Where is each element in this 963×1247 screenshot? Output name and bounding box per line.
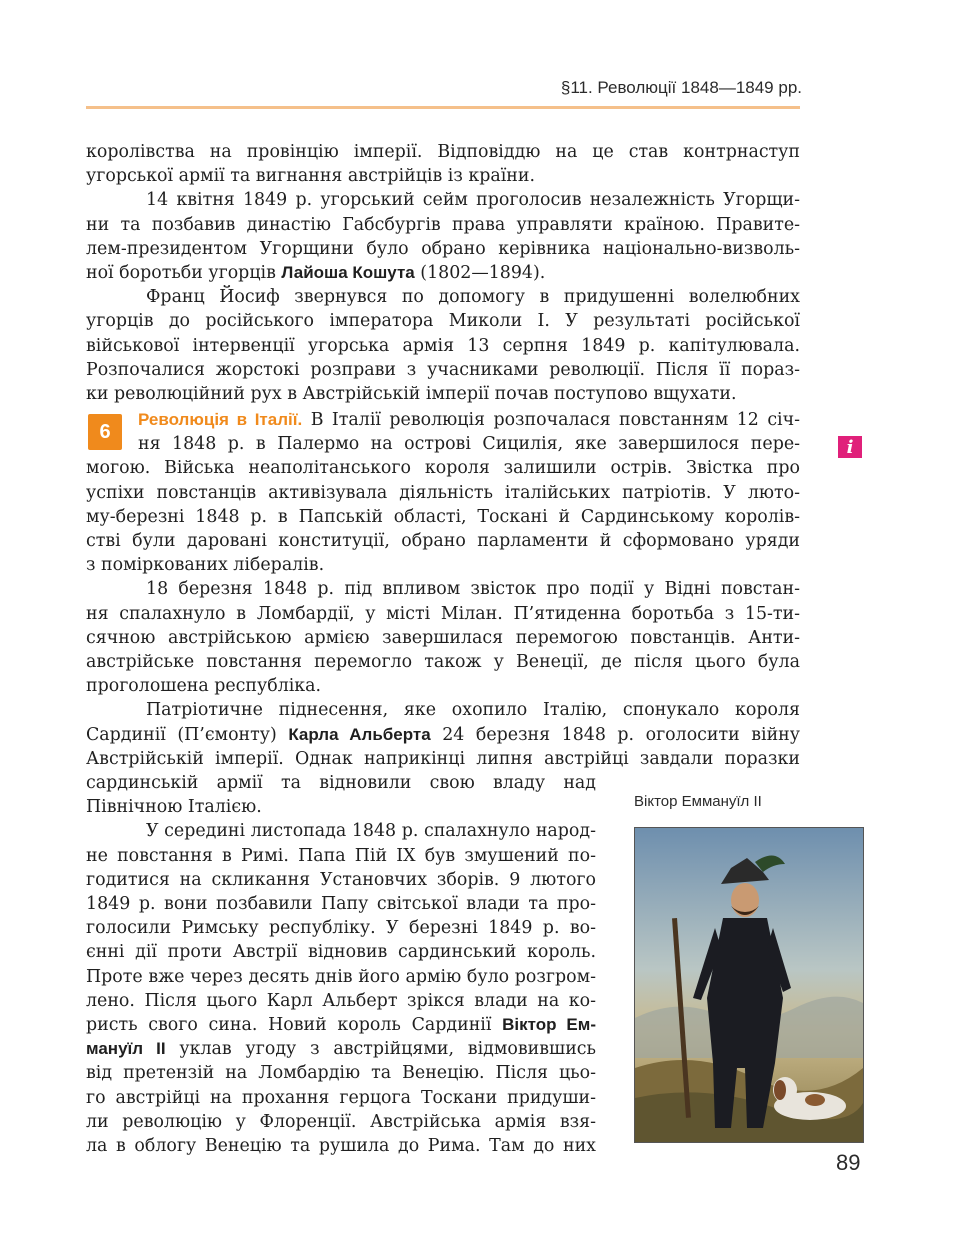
text-line: ки революційний рух в Австрійській імперії почав поступово вщухати. [86,384,737,405]
text-line: ла в облогу Венецію та рушила до Рима. Там до них [86,1136,596,1157]
text-line: угорської армії та вигнання австрійців із країни. [86,166,535,187]
text-line: з поміркованих лібералів. [86,555,325,576]
text-line: годитися на скликання Установчих зборів. 9 лютого [86,869,596,890]
text-line: ли революцію у Флоренції. Австрійська армія взя- [86,1111,596,1132]
text-line: королівства на провінцію імперії. Відповіддю на це став контрнаступ [86,142,800,162]
person-name-victor-emmanuel: Віктор Ем- [502,1015,596,1035]
text-line: не повстання в Римі. Папа Пій IX був змушений по- [86,845,596,866]
text-line: могою. Війська неаполітанського короля залишили острів. Звістка про [86,458,800,479]
text-line: лем-президентом Угорщини було обрано керівника національно-визволь- [86,238,800,259]
text-line: Розпочалися жорстокі розправи з учасниками революції. Після її пораз- [86,359,800,380]
text-line: У середині листопада 1848 р. спалахнуло народ- [146,821,596,842]
text-line: австрійське повстання перемогло також у Венеції, де після цього була [86,652,800,673]
text-line: го австрійці на прохання герцога Тоскани придуши- [86,1087,596,1108]
text-line: стві були даровані конституції, обрано парламенти й сформовано уряди [86,531,800,552]
text-line: військової інтервенції угорська армія 13 серпня 1849 р. капітулювала. [86,335,800,356]
text-line: му-березні 1848 р. в Папській області, Тоскані й Сардинському королів- [86,506,800,527]
text-line: успіхи повстанців активізувала діяльність італійських патріотів. У люто- [86,482,800,503]
text-line: Франц Йосиф звернувся по допомогу в придушенні волелюбних [146,287,800,308]
text-line: сардинській армії та відновили свою владу над [86,773,596,793]
person-name-kossuth: Лайоша Кошута [281,263,415,283]
text-line: 18 березня 1848 р. під впливом звісток про події у Відні повстан- [146,579,800,600]
text-line: ної боротьби угорців Лайоша Кошута (1802—1894). [86,263,546,284]
text-line: від претензій на Ломбардію та Венецію. Після цьо- [86,1063,596,1084]
section-number-badge: 6 [88,414,122,450]
person-name-carlo-alberto: Карла Альберта [288,724,431,744]
text-block-hungary [86,140,800,406]
figure-caption: Віктор Еммануїл II [634,793,762,810]
text-line: ня 1848 р. в Палермо на острові Сицилія, яке завершилося пере- [138,434,800,455]
text-line: Сардинії (П’ємонту) Карла Альберта 24 березня 1848 р. оголосити війну [86,724,801,745]
text-line: єнні дії проти Австрії відновив сардинський король. [86,942,596,963]
text-block-rome [86,771,596,1158]
text-line: сячною австрійською армією завершилася перемогою повстанців. Анти- [86,627,800,648]
portrait-image [634,827,864,1143]
text-line: угорців до російського імператора Миколи I. У результаті російської [86,311,800,332]
text-line: голосили Римську республіку. У березні 1849 р. во- [86,918,596,939]
text-line: Патріотичне піднесення, яке охопило Італію, спонукало короля [146,700,800,721]
text-line: ня спалахнуло в Ломбардії, у місті Мілан. П’ятиденна боротьба з 15-ти- [86,603,800,624]
text-line: ни та позбавив династію Габсбургів права управляти країною. Правите- [86,214,800,235]
text-line: Революція в Італії. В Італії революція розпочалася повстанням 12 січ- [138,410,800,430]
text-block-italy [86,408,800,771]
page-number: 89 [836,1150,861,1175]
text-line: лено. Після цього Карл Альберт зрікся влади на ко- [86,990,596,1011]
section-title: Революція в Італії. [138,410,303,429]
text-line: ристь свого сина. Новий король Сардинії Віктор Ем- [86,1015,596,1036]
info-icon: i [838,436,862,458]
text-line: Проте вже через десять днів його армію було розгром- [86,966,596,987]
text-line: проголошена республіка. [86,676,322,697]
text-line: мануїл II уклав угоду з австрійцями, відмовившись [86,1039,596,1060]
person-name-victor-emmanuel: мануїл II [86,1039,166,1059]
header-rule [86,106,800,109]
running-title: §11. Революції 1848—1849 рр. [560,78,802,97]
text-line: Північною Італією. [86,797,262,818]
text-line: 1849 р. вони позбавили Папу світської влади та про- [86,894,596,915]
text-line: 14 квітня 1849 р. угорський сейм проголосив незалежність Угорщи- [146,190,800,211]
text-line: Австрійській імперії. Однак наприкінці липня австрійці завдали поразки [86,748,800,769]
